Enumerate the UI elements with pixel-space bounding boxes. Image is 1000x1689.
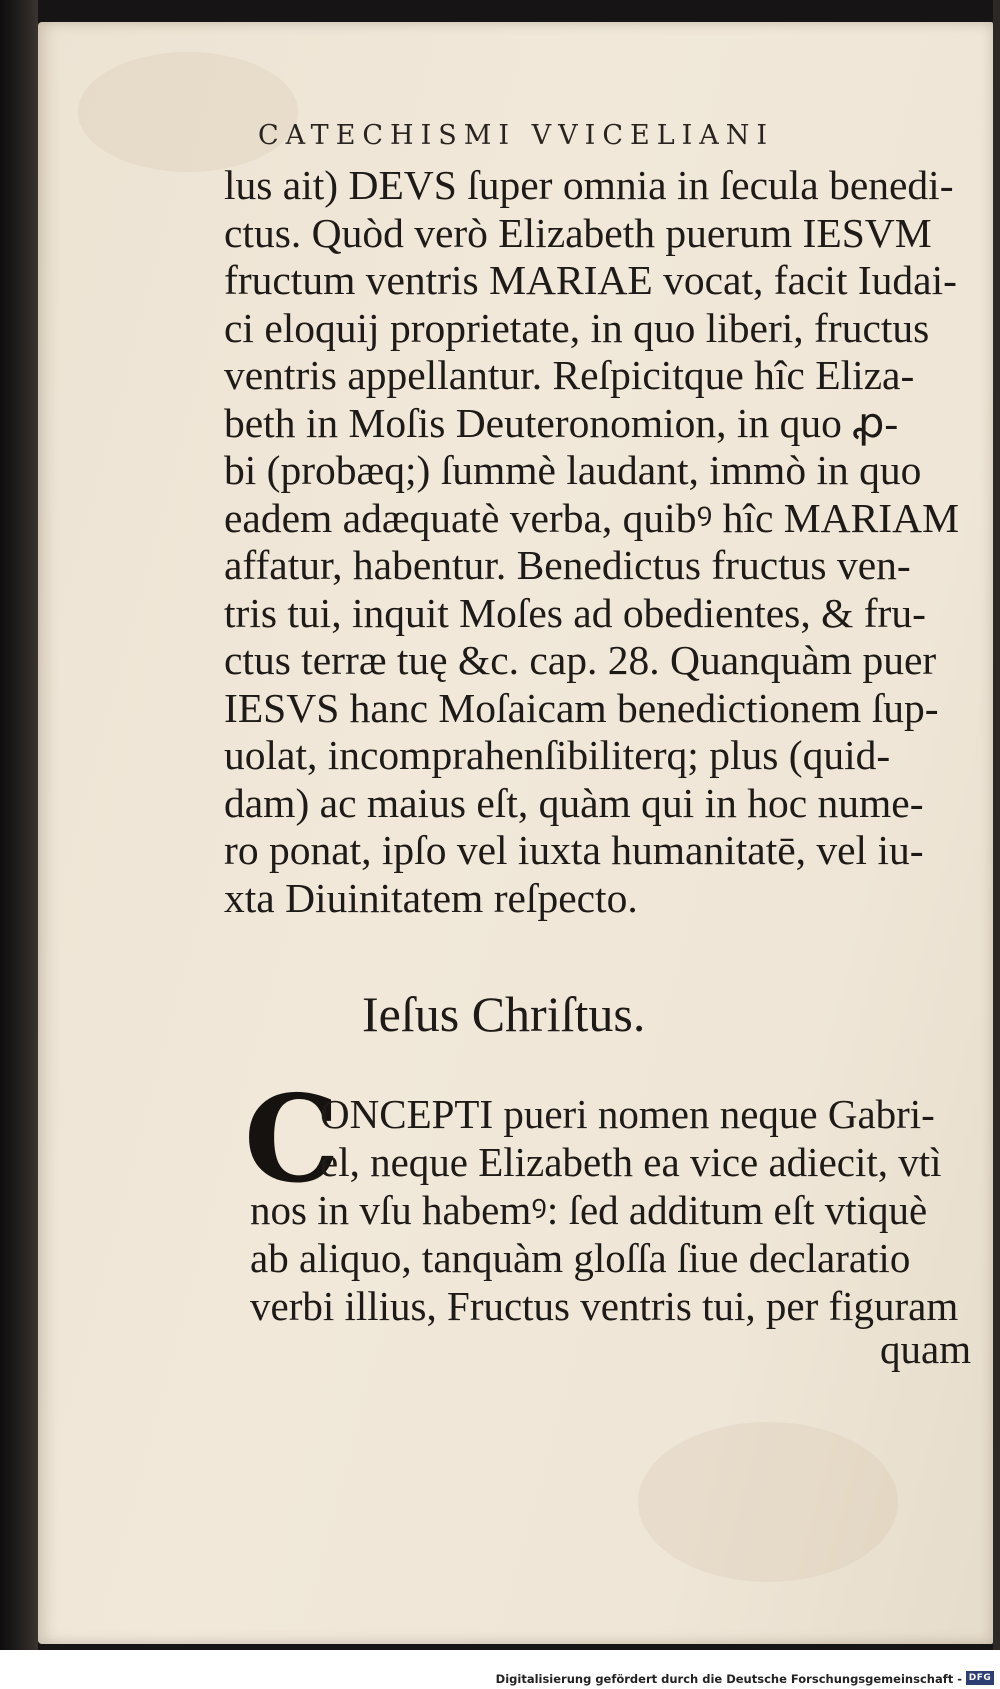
paper-stain bbox=[78, 52, 298, 172]
text-line: ci eloquij proprietate, in quo liberi, fructus bbox=[224, 304, 930, 351]
text-line: ctus terræ tuę &c. cap. 28. Quanquàm puer bbox=[224, 637, 937, 683]
dfg-logo: DFG bbox=[966, 1671, 994, 1685]
text-line: ro ponat, ipſo vel iuxta humanitatē, vel iu- bbox=[224, 827, 924, 873]
paragraph-2 bbox=[250, 1090, 980, 1330]
text-line: uolat, incomprahenſibiliterq; plus (quid- bbox=[224, 732, 891, 778]
text-line: ctus. Quòd verò Elizabeth puerum IESVM bbox=[224, 209, 932, 256]
text-line: lus ait) DEVS ſuper omnia in ſecula benedi- bbox=[224, 162, 954, 208]
text-line: nos in vſu habemꝰ: ſed additum eſt vtiquè bbox=[250, 1187, 928, 1233]
text-line: ab aliquo, tanquàm gloſſa ſiue declaratio bbox=[250, 1235, 911, 1281]
text-line: xta Diuinitatem reſpecto. bbox=[224, 874, 638, 921]
text-line: tris tui, inquit Moſes ad obedientes, & fru- bbox=[224, 589, 926, 636]
section-heading: Ieſus Chriſtus. bbox=[362, 986, 646, 1042]
footer-credit: Digitalisierung gefördert durch die Deutsche Forschungsgemeinschaft - bbox=[495, 1672, 962, 1686]
paper-stain bbox=[638, 1422, 898, 1582]
book-gutter bbox=[0, 0, 38, 1689]
text-line: el, neque Elizabeth ea vice adiecit, vtì bbox=[320, 1139, 942, 1185]
text-line: beth in Moſis Deuteronomion, in quo ꝓ- bbox=[224, 399, 899, 446]
text-line: dam) ac maius eſt, quàm qui in hoc nume- bbox=[224, 779, 924, 826]
running-head: CATECHISMI VVICELIANI bbox=[258, 120, 775, 151]
drop-cap-initial: C bbox=[244, 1069, 340, 1210]
paragraph-1 bbox=[224, 162, 974, 922]
catchword: quam bbox=[880, 1326, 972, 1372]
text-line: ventris appellantur. Reſpicitque hîc Eliza- bbox=[224, 352, 915, 398]
page-edge bbox=[993, 0, 1000, 1650]
text-line: eadem adæquatè verba, quibꝰ hîc MARIAM bbox=[224, 494, 959, 541]
text-line: bi (probæq;) ſummè laudant, immò in quo bbox=[224, 447, 922, 493]
text-line: verbi illius, Fructus ventris tui, per figuram bbox=[250, 1283, 959, 1329]
text-line: affatur, habentur. Benedictus fructus ven- bbox=[224, 542, 911, 588]
text-line: ONCEPTI pueri nomen neque Gabri- bbox=[320, 1091, 935, 1137]
text-line: IESVS hanc Moſaicam benedictionem ſup- bbox=[224, 684, 939, 731]
text-line: fructum ventris MARIAE vocat, facit Iudai- bbox=[224, 257, 957, 303]
